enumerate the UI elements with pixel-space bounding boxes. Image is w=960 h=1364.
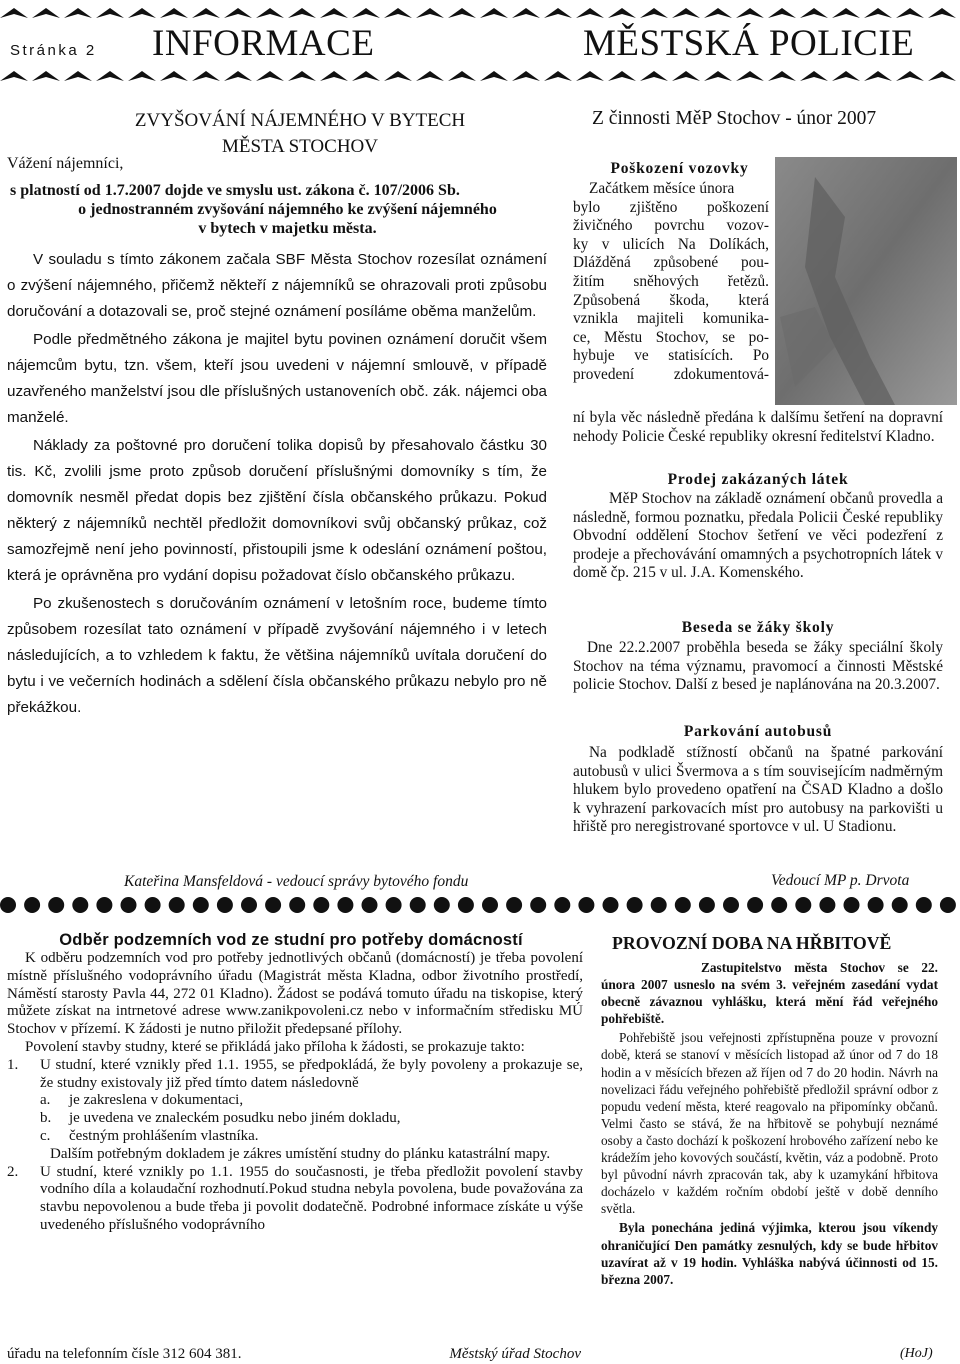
housing-title-line-1: ZVYŠOVÁNÍ NÁJEMNÉHO V BYTECH [134, 110, 466, 131]
separator-dot [530, 897, 546, 913]
road-damage-line: hybuje ve statisících. Po [573, 347, 769, 365]
ornament-chevron [32, 71, 60, 81]
separator-dot [193, 897, 209, 913]
ornament-chevron [608, 71, 636, 81]
ornament-chevron [288, 8, 316, 18]
ornament-chevron [96, 8, 124, 18]
ornament-chevron [704, 8, 732, 18]
separator-dot [771, 897, 787, 913]
sub-item-text: je uvedena ve znaleckém posudku nebo jiném dokladu, [69, 1110, 401, 1127]
cemetery-title: PROVOZNÍ DOBA NA HŘBITOVĚ [612, 933, 892, 953]
separator-dot [627, 897, 643, 913]
ornament-chevron [800, 8, 828, 18]
section-title-left: INFORMACE [152, 23, 375, 64]
road-damage-line: ce, Městu Stochov, se po- [573, 328, 769, 346]
water-list-item-1 [7, 1057, 583, 1093]
separator-dot [241, 897, 257, 913]
separator-dot [819, 897, 835, 913]
separator-dot [482, 897, 498, 913]
ornament-chevron [576, 71, 604, 81]
ornament-chevron [320, 71, 348, 81]
bus-parking-text: Na podkladě stížností občanů na špatné parkování autobusů v ulici Švermova a s tím souvisejícím nadměrným hlukem bylo provedeno opatření na ČSAD Kladno a došlo k vyhrazení parkovacích míst pro autobusy na parkovišti u hřiště pro neregistrované sportovce v ul. U Stadionu. [573, 744, 943, 836]
separator-dot [916, 897, 932, 913]
road-damage-line: žitím sněhových řetězů. [573, 272, 769, 290]
road-damage-text-continued: ní byla věc následně předána k dalšímu šetření na dopravní nehody Policie České republiky okresní ředitelství Kladno. [573, 409, 943, 445]
ornament-chevron [224, 8, 252, 18]
separator-dot [145, 897, 161, 913]
separator-dot [554, 897, 570, 913]
ornament-chevron [448, 8, 476, 18]
ornament-chevron [928, 8, 956, 18]
section-title-right: MĚSTSKÁ POLICIE [583, 23, 915, 64]
housing-paragraph: V souladu s tímto zákonem začala SBF Města Stochov rozesílat oznámení o zvýšení nájemného, přičemž někteří z nájemníků se ohrazovali proti způsobu doručování a dotazovali se, proč stejné oznámení posíláme oběma manželům. [7, 251, 547, 320]
separator-dot [675, 897, 691, 913]
separator-dot [24, 897, 40, 913]
separator-dot [410, 897, 426, 913]
ornament-chevron [64, 71, 92, 81]
ornament-chevron [768, 8, 796, 18]
ornament-chevron [768, 71, 796, 81]
separator-dot [940, 897, 956, 913]
water-sub-item [7, 1128, 583, 1146]
water-footer-phone: úřadu na telefonním čísle 312 604 381. [7, 1346, 242, 1362]
housing-greeting: Vážení nájemníci, [7, 155, 124, 172]
separator-dot [747, 897, 763, 913]
separator-dot [795, 897, 811, 913]
ornament-chevron [192, 8, 220, 18]
ornament-chevron [704, 71, 732, 81]
housing-paragraph: Náklady za poštovné pro doručení tolika dopisů by přesahovalo částku 30 tis. Kč, zvolili jsme proto způsob doručení příslušnými domovníky s tím, že domovník nesměl předat dopis bez zjištění čísla občanského průkazu. Pokud některý z nájemníků nechtěl předložit domovníkovi svůj občanský průkaz, což samozřejmě není jeho povinností, přistoupili jsme k odeslání oznámení poštou, která je oprávněna pro vydání dopisu požadovat číslo občanského průkazu. [7, 437, 547, 584]
ornament-chevron [256, 8, 284, 18]
school-talk-title: Beseda se žáky školy [681, 619, 835, 636]
list-item-text: U studní, které vznikly po 1.1. 1955 do současnosti, je třeba předložit povolení stavby vodního díla a kolaudační rozhodnutí.Pokud studna nebyla povolena, bude považována za stavbu nepovolenou a bude třeba ji povolit dodatečně. Podrobné informace získáte u výše uvedeného příslušného vodoprávního [40, 1163, 583, 1233]
ornament-chevron [832, 71, 860, 81]
ornament-chevron [0, 71, 28, 81]
ornament-chevron [96, 71, 124, 81]
water-article-body [7, 950, 583, 1235]
separator-dot [386, 897, 402, 913]
separator-dot [72, 897, 88, 913]
ornament-chevron [448, 71, 476, 81]
ornament-chevron [928, 71, 956, 81]
water-list-item-2 [7, 1164, 583, 1235]
ornament-chevron [864, 71, 892, 81]
housing-intro-line-1: s platností od 1.7.2007 dojde ve smyslu ust. zákona č. 107/2006 Sb. [10, 182, 460, 199]
separator-dot [578, 897, 594, 913]
cemetery-body [601, 959, 938, 1288]
ornament-chevron [352, 71, 380, 81]
separator-dot [506, 897, 522, 913]
cemetery-lead: Zastupitelstvo města Stochov se 22. února 2007 usneslo na svém 3. veřejném zasedání vydat obecně závaznou vyhlášku, která mění řád veřejného pohřebiště. [601, 960, 938, 1027]
housing-article-body [7, 247, 547, 723]
cemetery-closing: Byla ponechána jediná výjimka, kterou jsou víkendy ohraničující Den památky zesnulých, kdy se bude hřbitov uzavírat až v 19 hodin. Vyhláška nabývá účinnosti od 15. března 2007. [601, 1220, 938, 1287]
road-damage-line: Způsobená škoda, která [573, 291, 769, 309]
ornament-chevron [0, 8, 28, 18]
ornament-chevron [128, 71, 156, 81]
water-paragraph: K odběru podzemních vod pro potřeby jednotlivých občanů (domácností) je třeba povolení místně příslušného vodoprávního úřadu (Magistrát města Kladna, odbor životního prostředí, Náměstí starosty Pavla 44, 272 01 Kladno). Žádost se podává tomuto úřadu na tiskopise, který můžete získat na intrnetové adrese www.zanikpovoleni.cz nebo v informačním středisku MÚ Stochov v přízemí. K žádosti je nutno přiložit předepsané přílohy. [7, 950, 583, 1038]
housing-signature: Kateřina Mansfeldová - vedoucí správy bytového fondu [124, 873, 469, 890]
ornament-chevron [896, 71, 924, 81]
cemetery-signature: (HoJ) [900, 1346, 933, 1361]
page-number-label: Stránka 2 [10, 42, 97, 59]
ornament-chevron [64, 8, 92, 18]
water-sub-item [7, 1110, 583, 1128]
ornament-chevron [896, 8, 924, 18]
separator-dot [723, 897, 739, 913]
sub-item-letter: a. [40, 1092, 51, 1109]
ornament-chevron [512, 71, 540, 81]
separator-dot [844, 897, 860, 913]
ornament-chevron [384, 71, 412, 81]
water-paragraph: Povolení stavby studny, které se přikládá jako příloha k žádosti, se prokazuje takto: [25, 1038, 525, 1055]
ornament-chevron [640, 8, 668, 18]
separator-dot [48, 897, 64, 913]
ornament-chevron [352, 8, 380, 18]
road-damage-photo [775, 157, 957, 405]
housing-article-title [80, 108, 520, 160]
separator-dot [337, 897, 353, 913]
water-article-title: Odběr podzemních vod ze studní pro potřeby domácností [59, 931, 523, 949]
water-footer-signature: Městský úřad Stochov [449, 1346, 581, 1362]
ornament-chevron [832, 8, 860, 18]
ornament-chevron [416, 71, 444, 81]
sub-item-letter: c. [40, 1127, 51, 1144]
road-damage-title: Poškození vozovky [610, 160, 749, 177]
ornament-chevron [672, 71, 700, 81]
separator-dot [434, 897, 450, 913]
substance-sale-title: Prodej zakázaných látek [667, 471, 849, 488]
road-damage-line: Začátkem měsíce února [589, 180, 735, 197]
police-report-heading: Z činnosti MěP Stochov - únor 2007 [592, 108, 877, 129]
ornament-chevron [512, 8, 540, 18]
sub-item-text: je zakreslena v dokumentaci, [69, 1092, 244, 1109]
separator-dot [868, 897, 884, 913]
ornament-chevron [736, 71, 764, 81]
substance-sale-text: MěP Stochov na základě oznámení občanů provedla a následně, formou poznatku, předala Policii České republiky Obvodní oddělení Stochov šetření ve věci podezření z prodeje a přechovávání omamných a psychotropních látek v domě čp. 215 v ul. J.A. Komenského. [573, 490, 943, 582]
road-damage-line: bylo zjištěno poškození [573, 198, 769, 216]
road-damage-line: ky v ulicích Na Dolíkách, [573, 235, 769, 253]
separator-dot [96, 897, 112, 913]
sub-item-letter: b. [40, 1110, 52, 1127]
housing-paragraph: Podle předmětného zákona je majitel bytu povinen oznámení doručit všem nájemcům bytu, tzn. všem, kteří jsou uvedeni v nájemní smlouvě, v případě uzavřeného manželství jsou dle příslušných ustanoveních obč. zák. nájemci oba manželé. [7, 331, 547, 426]
police-signature: Vedoucí MP p. Drvota [771, 872, 910, 889]
ornament-chevron [544, 71, 572, 81]
road-damage-line: Dlážděná způsobené pou- [573, 254, 769, 272]
separator-dot [313, 897, 329, 913]
road-damage-text [573, 180, 769, 385]
separator-dot [289, 897, 305, 913]
ornament-chevron [32, 8, 60, 18]
list-number: 2. [7, 1163, 19, 1180]
ornament-chevron [288, 71, 316, 81]
ornament-chevron [320, 8, 348, 18]
ornament-chevron [160, 71, 188, 81]
cemetery-text: Pohřebiště jsou veřejnosti zpřístupněna pouze v provozní době, která se stanoví v měsících listopad až únor od 7 do 18 hodin a v měsících březen až říjen od 7 do 20 hodin. Návrh na novelizaci řádu veřejného pohřebiště předložil správní odbor z popudu vedení města, které reagovalo na připomínky občanů. Velmi často se stává, že na hřbitově se pohybují neznámé osoby a často dochází k poškození hrobového zařízení nebo ke krádežím jeho kovových součástí, květin, váz a podobně. Proto byl původní návrh zpracován tak, aby k uzamykání hřbitova docházelo v každém ročním období ještě v době denního světla. [601, 1030, 938, 1217]
housing-intro-line-2: o jednostranném zvyšování nájemného ke zvýšení nájemného [78, 201, 497, 218]
ornament-chevron [416, 8, 444, 18]
ornament-chevron [192, 71, 220, 81]
water-sub-item [7, 1092, 583, 1110]
separator-dot [699, 897, 715, 913]
sub-item-text: čestným prohlášením vlastníka. [69, 1127, 259, 1144]
ornament-chevron [224, 71, 252, 81]
ornament-chevron [160, 8, 188, 18]
ornament-chevron [480, 71, 508, 81]
ornament-chevron [864, 8, 892, 18]
ornament-chevron [736, 8, 764, 18]
separator-dot [169, 897, 185, 913]
ornament-chevron [608, 8, 636, 18]
bottom-ornament-border [0, 69, 960, 83]
ornament-chevron [256, 71, 284, 81]
separator-dot [217, 897, 233, 913]
top-ornament-border [0, 6, 960, 20]
housing-paragraph: Po zkušenostech s doručováním oznámení v letošním roce, budeme tímto způsobem rozesílat tato oznámení v případě zvyšování nájemného i v letech následujících, a to vzhledem k faktu, že většina nájemníků uvítala doručení do bytu i ve večerních hodinách a sdělení čísla občanského průkazu nebylo pro ně překážkou. [7, 595, 547, 716]
ornament-chevron [640, 71, 668, 81]
ornament-chevron [480, 8, 508, 18]
school-talk-text: Dne 22.2.2007 proběhla beseda se žáky speciální školy Stochov na téma významu, pravomocí a činnosti Městské policie Stochov. Další z besed je naplánována na 20.3.2007. [573, 639, 943, 694]
ornament-chevron [800, 71, 828, 81]
list-item-text: U studní, které vznikly před 1.1. 1955, se předpokládá, že byly povoleny a prokazuje se, že studny existovaly již před tímto datem následovně [40, 1056, 583, 1091]
ornament-chevron [672, 8, 700, 18]
ornament-chevron [576, 8, 604, 18]
separator-dot [458, 897, 474, 913]
separator-dot [121, 897, 137, 913]
bus-parking-title: Parkování autobusů [683, 723, 833, 740]
housing-intro-line-3: v bytech v majetku města. [198, 220, 377, 237]
ornament-chevron [544, 8, 572, 18]
road-damage-line: vznikla majiteli komunika- [573, 310, 769, 328]
separator-dot [362, 897, 378, 913]
separator-dot [651, 897, 667, 913]
road-damage-line: provedení zdokumentová- [573, 365, 769, 383]
housing-title-line-2: MĚSTA STOCHOV [222, 136, 378, 157]
dot-separator [0, 895, 960, 915]
road-damage-line: živičného povrchu vozov- [573, 217, 769, 235]
housing-intro [10, 181, 565, 238]
ornament-chevron [384, 8, 412, 18]
separator-dot [603, 897, 619, 913]
list-number: 1. [7, 1056, 19, 1073]
separator-dot [265, 897, 281, 913]
ornament-chevron [128, 8, 156, 18]
separator-dot [0, 897, 16, 913]
separator-dot [892, 897, 908, 913]
water-list-item-1-continuation: Dalším potřebným dokladem je zákres umístění studny do plánku katastrální mapy. [50, 1145, 551, 1162]
